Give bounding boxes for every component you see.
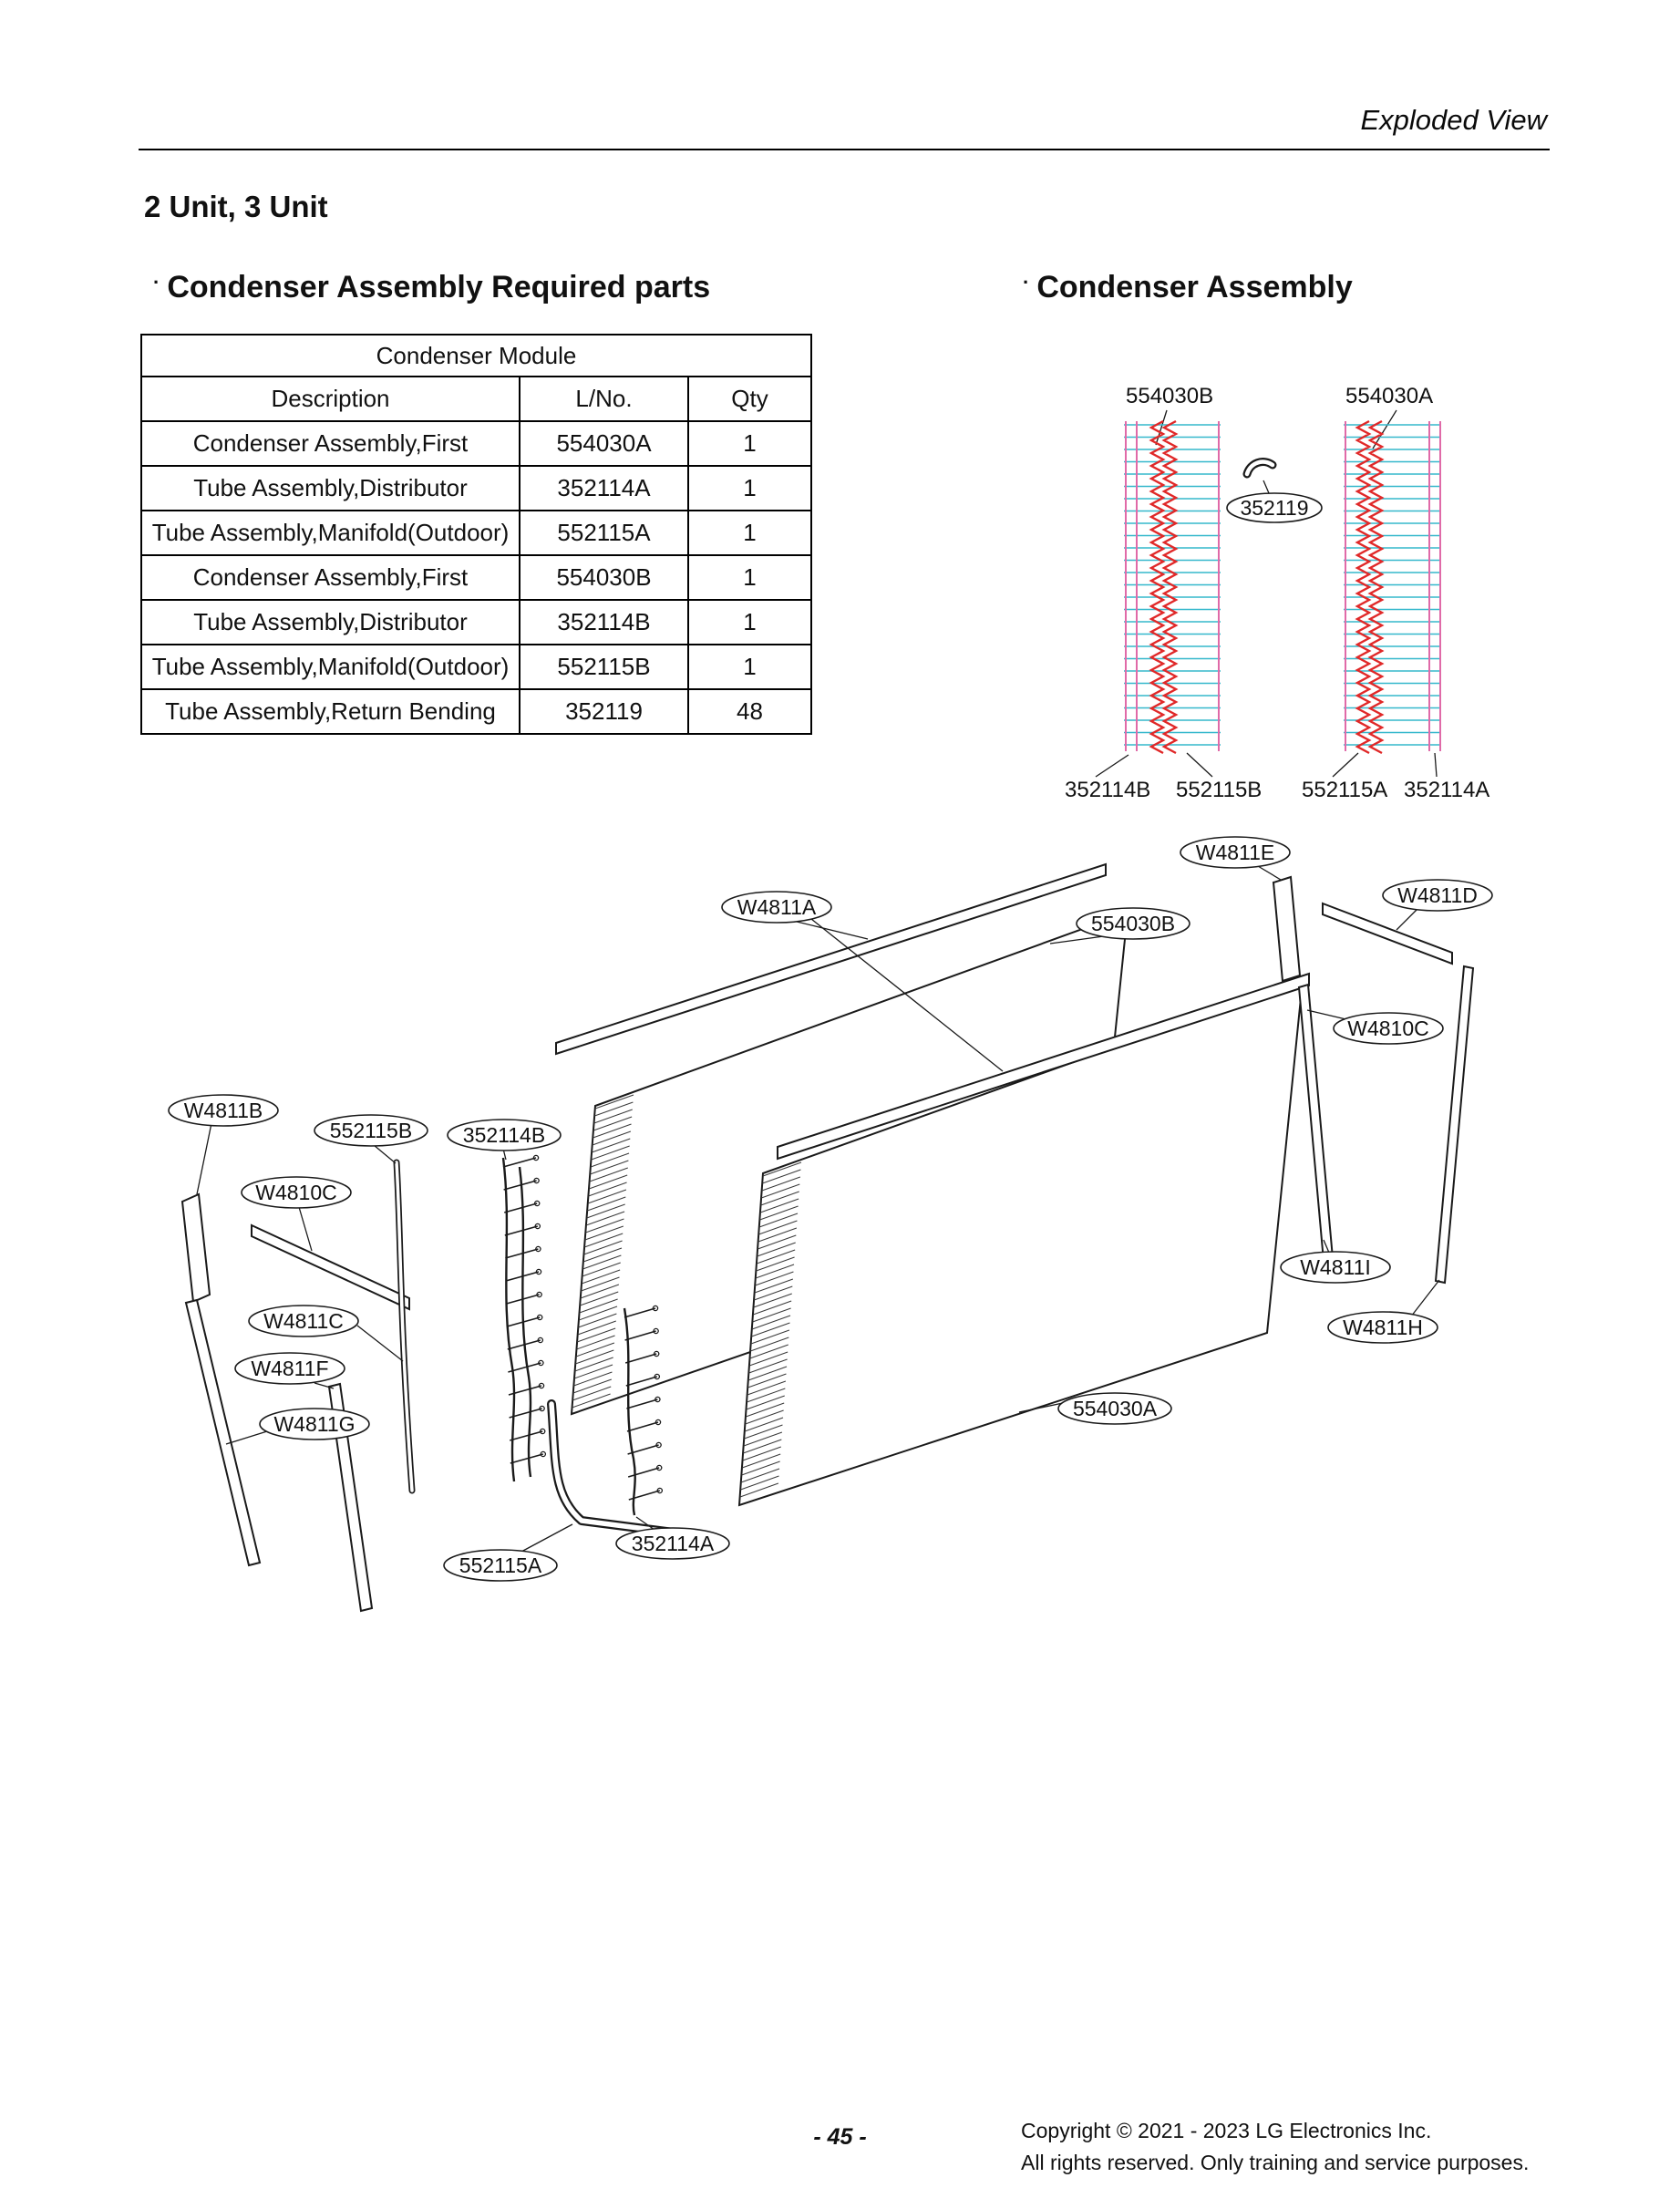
table-row [141,466,811,511]
condenser-assembly-diagram [1039,365,1568,820]
cell-description: Condenser Assembly,First [141,555,520,600]
part-label-554030a [1058,1393,1171,1424]
left-section-heading [153,270,710,305]
part-label-w4811e [1180,837,1290,868]
copyright-line-2: All rights reserved. Only training and service purposes. [1021,2150,1530,2174]
part-label-352114b [448,1120,561,1151]
part-label-text: W4811C [263,1309,344,1333]
cell-lno: 352114B [520,600,688,645]
left-section-heading-text: Condenser Assembly Required parts [167,270,711,304]
cell-qty: 48 [688,689,811,734]
copyright [1021,2115,1529,2178]
unit-title: 2 Unit, 3 Unit [144,190,328,223]
header-rule [139,149,1550,150]
cell-qty: 1 [688,600,811,645]
bullet-icon: · [1023,271,1030,294]
part-label-text: 554030B [1090,912,1176,935]
cell-lno: 552115A [520,511,688,555]
table-row [141,511,811,555]
leader-line [1333,753,1358,777]
side-bar-left [252,1225,409,1309]
bullet-icon: · [153,271,160,294]
part-label-text: W4810C [1347,1017,1429,1040]
part-label-w4811a [722,892,831,923]
bottom-label-352114b: 352114B [1065,778,1151,802]
side-strip-right-inner [1299,985,1333,1261]
part-label-554030b [1077,908,1190,939]
cell-qty: 1 [688,645,811,689]
part-label-text: W4811F [251,1357,329,1380]
part-label-w4810c-right [1334,1013,1443,1044]
return-bend-icon [1247,462,1273,474]
part-label-text: 352114A [631,1532,715,1555]
cell-qty: 1 [688,511,811,555]
manifold-tube-b [397,1162,412,1491]
cell-qty: 1 [688,555,811,600]
part-label-352114a [616,1528,729,1559]
part-label-w4811b [169,1095,278,1126]
distributor-branches [503,1155,545,1463]
table-row [141,555,811,600]
cell-description: Tube Assembly,Distributor [141,600,520,645]
side-strip-right-outer [1436,966,1473,1283]
parts-table [140,334,812,735]
cell-description: Tube Assembly,Distributor [141,466,520,511]
part-label-352119 [1227,493,1322,522]
part-label-w4811f [235,1353,345,1384]
part-label-text: 352114B [462,1123,546,1147]
table-header-row [141,377,811,421]
table-row [141,600,811,645]
cell-qty: 1 [688,466,811,511]
part-label-text: W4811A [737,895,817,919]
leader-line [1435,753,1437,777]
table-title-row [141,335,811,377]
cell-description: Tube Assembly,Return Bending [141,689,520,734]
coil-frame [1345,421,1440,751]
corner-post-right-top [1273,877,1300,981]
part-label-text: 352119 [1240,496,1309,520]
coil-left [1124,421,1221,753]
page-header-title: Exploded View [1360,104,1547,136]
copyright-line-1: Copyright © 2021 - 2023 LG Electronics Inc. [1021,2119,1432,2142]
cell-description: Tube Assembly,Manifold(Outdoor) [141,645,520,689]
corner-post-left-top [182,1194,210,1302]
part-label-w4811h [1328,1312,1438,1343]
part-label-text: W4811D [1397,883,1478,907]
coil-right-label: 554030A [1345,384,1434,408]
leader-line [1263,480,1269,493]
table-row [141,645,811,689]
table-row [141,421,811,466]
part-label-552115b [314,1115,428,1146]
cell-lno: 552115B [520,645,688,689]
cell-lno: 352119 [520,689,688,734]
col-header-lno: L/No. [520,377,688,421]
coil-right [1344,421,1440,753]
right-section-heading [1023,270,1353,305]
part-label-text: W4811I [1300,1255,1371,1279]
part-label-text: W4811G [273,1412,356,1436]
return-bend-coil [1151,421,1176,753]
cell-description: Tube Assembly,Manifold(Outdoor) [141,511,520,555]
manifold-tube-a [551,1404,709,1537]
part-label-text: 552115B [329,1119,413,1142]
bottom-label-352114a: 352114A [1404,778,1490,802]
part-label-text: W4811E [1195,841,1275,864]
bottom-label-552115a: 552115A [1302,778,1388,802]
exploded-view-diagram [91,802,1604,1677]
table-title: Condenser Module [141,335,811,377]
side-strip-left-outer [186,1300,260,1565]
part-label-text: 552115A [459,1553,542,1577]
distributor-assembly-b [503,1155,545,1481]
coil-left-label: 554030B [1126,384,1214,408]
cell-lno: 554030A [520,421,688,466]
return-bend-coil [1357,421,1382,753]
part-label-text: W4810C [255,1181,337,1204]
part-label-text: 554030A [1072,1397,1158,1420]
cell-description: Condenser Assembly,First [141,421,520,466]
cell-qty: 1 [688,421,811,466]
part-label-552115a [444,1550,557,1581]
col-header-description: Description [141,377,520,421]
part-label-w4810c-left [242,1177,351,1208]
side-bar-right [1323,903,1452,964]
part-label-w4811g [260,1409,369,1440]
leader-line [1187,753,1212,777]
part-label-text: W4811B [183,1099,263,1122]
table-row [141,689,811,734]
part-label-w4811d [1383,880,1492,911]
leader-line [1096,755,1129,777]
part-label-w4811c [249,1306,358,1337]
part-label-text: W4811H [1343,1316,1423,1339]
cell-lno: 352114A [520,466,688,511]
part-label-w4811i [1281,1252,1390,1283]
cell-lno: 554030B [520,555,688,600]
page-number: - 45 - [813,2124,867,2150]
right-section-heading-text: Condenser Assembly [1036,270,1353,304]
bottom-label-552115b: 552115B [1176,778,1263,802]
col-header-qty: Qty [688,377,811,421]
